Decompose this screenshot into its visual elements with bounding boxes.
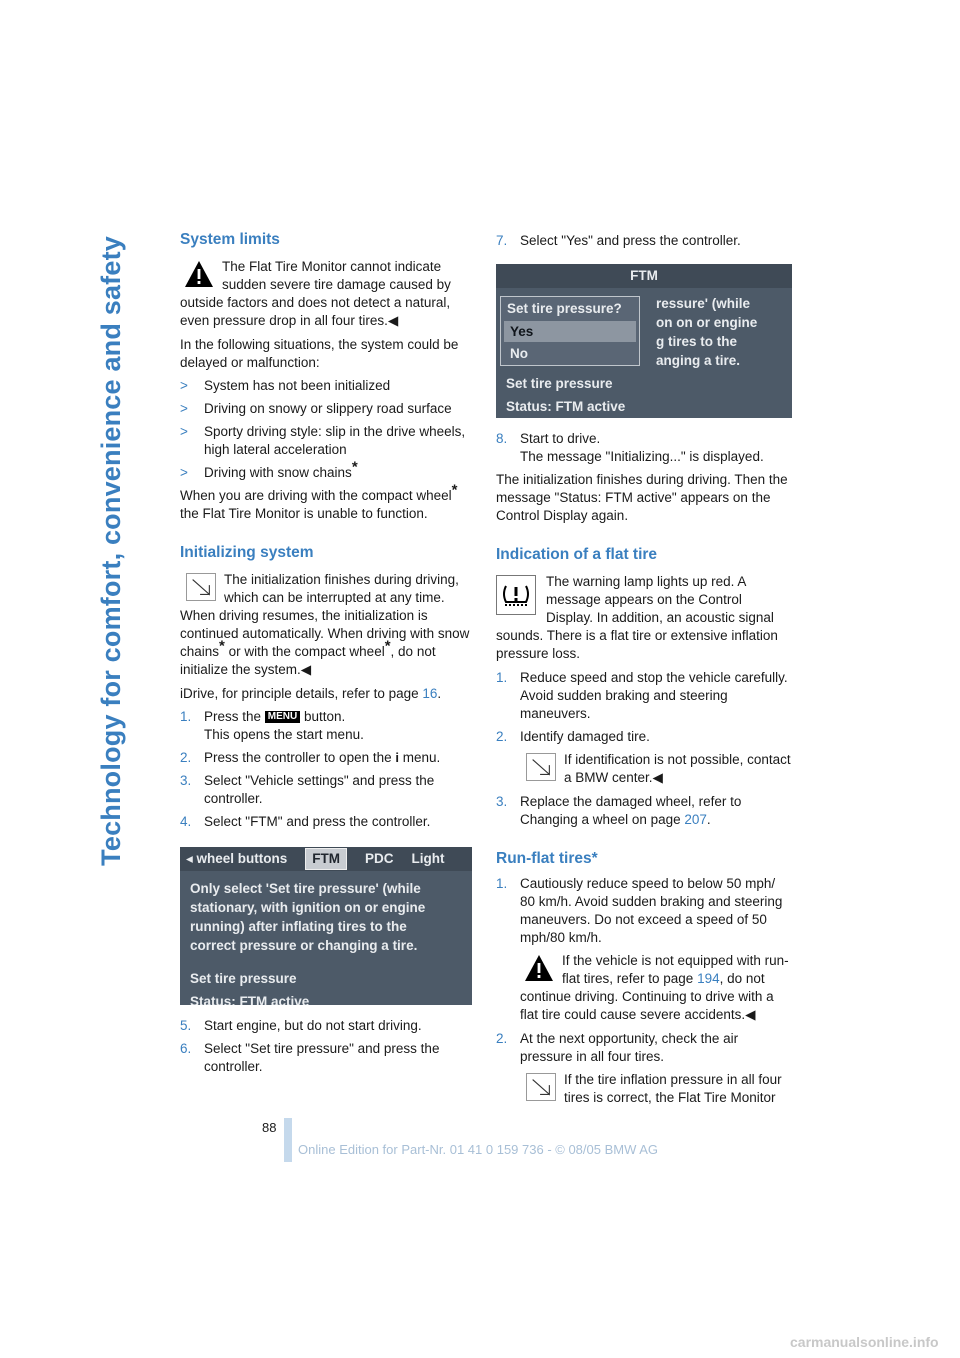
footer-accent-bar xyxy=(284,1118,292,1162)
page-link[interactable]: 194 xyxy=(697,971,720,986)
list-item: > System has not been initialized xyxy=(180,378,391,393)
control-display-screenshot-yes: FTM ressure' (while on on or engine g tires to the anging a tire. Set tire pressure? Yes No Set tire pressure Status: FTM active xyxy=(496,264,792,418)
list-item: > Sporty driving style: slip in the drive wheels, high lateral acceleration xyxy=(180,424,466,457)
note-icon xyxy=(526,753,556,781)
run-flat-heading: Run-flat tires* xyxy=(496,850,598,867)
page-number: 88 xyxy=(262,1120,277,1135)
popup-dialog: Set tire pressure? Yes No xyxy=(500,296,640,366)
step-item: 1. Press the MENU button. This opens the start menu. xyxy=(180,709,364,742)
step-item: 7. Select "Yes" and press the controller. xyxy=(496,233,741,248)
page-link[interactable]: 207 xyxy=(684,812,707,827)
yes-option[interactable]: Yes xyxy=(504,321,636,342)
left-column xyxy=(180,226,472,1081)
pressure-note: If the tire inflation pressure in all four tires is correct, the Flat Tire Monitor xyxy=(520,1071,792,1107)
info-menu-icon: i xyxy=(395,750,399,766)
step-item: 5. Start engine, but do not start driving. xyxy=(180,1018,422,1034)
flat-tire-heading: Indication of a flat tire xyxy=(496,546,658,563)
idrive-reference: iDrive, for principle details, refer to page 16. xyxy=(180,686,442,701)
step-item: 1. Cautiously reduce speed to below 50 mph/ 80 km/h. Avoid sudden braking and steering maneuvers. Do not exceed a speed of 50 mph/80 km/h. xyxy=(496,876,783,945)
list-item: > Driving with snow chains* xyxy=(180,458,358,480)
note-icon xyxy=(186,573,216,601)
step-item: 2. Identify damaged tire. xyxy=(496,729,650,744)
right-column xyxy=(496,226,792,1113)
identify-note: If identification is not possible, contact a BMW center.◀ xyxy=(520,751,792,787)
page-link[interactable]: 16 xyxy=(422,686,438,701)
footer-edition-text: Online Edition for Part-Nr. 01 41 0 159 736 - © 08/05 BMW AG xyxy=(298,1142,659,1157)
system-limits-intro: In the following situations, the system could be delayed or malfunction: xyxy=(180,337,459,370)
after-init-text: The initialization finishes during driving. Then the message "Status: FTM active" appears on the Control Display again. xyxy=(496,472,788,523)
system-limits-warning: The Flat Tire Monitor cannot indicate sudden severe tire damage caused by outside factors and does not detect a natural, even pressure drop in all four tires.◀ xyxy=(180,259,451,328)
control-display-screenshot-ftm: ◂ wheel buttons FTM PDC Light Only select 'Set tire pressure' (while stationary, with ignition on or engine running) after inflating tires to the correct pressure or changing a tire. Set tire pressure Status: FTM active xyxy=(180,847,472,1005)
step-item: 8. Start to drive. The message "Initializing..." is displayed. xyxy=(496,431,764,464)
compact-wheel-text: When you are driving with the compact wheel* the Flat Tire Monitor is unable to function. xyxy=(180,481,458,521)
step-item: 4. Select "FTM" and press the controller. xyxy=(180,814,431,830)
no-option[interactable]: No xyxy=(510,346,528,361)
step-item: 2. Press the controller to open the i menu. xyxy=(180,750,441,766)
run-flat-warning: If the vehicle is not equipped with run-flat tires, refer to page 194, do not continue driving. Continuing to drive with a flat tire could cause severe accidents.◀ xyxy=(520,953,789,1022)
note-icon xyxy=(526,1073,556,1101)
initializing-heading: Initializing system xyxy=(180,544,314,561)
warning-triangle-icon xyxy=(184,260,214,288)
system-limits-heading: System limits xyxy=(180,231,280,248)
step-item: 6. Select "Set tire pressure" and press the controller. xyxy=(180,1041,440,1075)
step-item: 3. Select "Vehicle settings" and press the controller. xyxy=(180,773,435,807)
side-chapter-title: Technology for comfort, convenience and safety xyxy=(96,236,126,866)
step-item: 3. Replace the damaged wheel, refer to Changing a wheel on page 207. xyxy=(496,794,742,827)
list-item: > Driving on snowy or slippery road surface xyxy=(180,401,452,416)
display-menu-bar: FTM xyxy=(496,264,792,288)
warning-triangle-icon xyxy=(524,954,554,982)
step-item: 1. Reduce speed and stop the vehicle carefully. Avoid sudden braking and steering maneuvers. xyxy=(496,670,788,721)
step-item: 2. At the next opportunity, check the air pressure in all four tires. xyxy=(496,1031,739,1064)
tire-warning-lamp-icon xyxy=(496,575,536,615)
initializing-note: The initialization finishes during driving, which can be interrupted at any time. When driving resumes, the initialization is continued automatically. When driving with snow chains* or with the compact wheel*, do not initialize the system.◀ xyxy=(180,572,470,677)
flat-tire-note: The warning lamp lights up red. A message appears on the Control Display. In addition, an acoustic signal sounds. There is a flat tire or extensive inflation pressure loss. xyxy=(496,574,778,661)
display-menu-bar: ◂ wheel buttons FTM PDC Light xyxy=(180,847,472,871)
menu-button-icon: MENU xyxy=(265,711,300,723)
watermark: carmanualsonline.info xyxy=(790,1334,939,1350)
